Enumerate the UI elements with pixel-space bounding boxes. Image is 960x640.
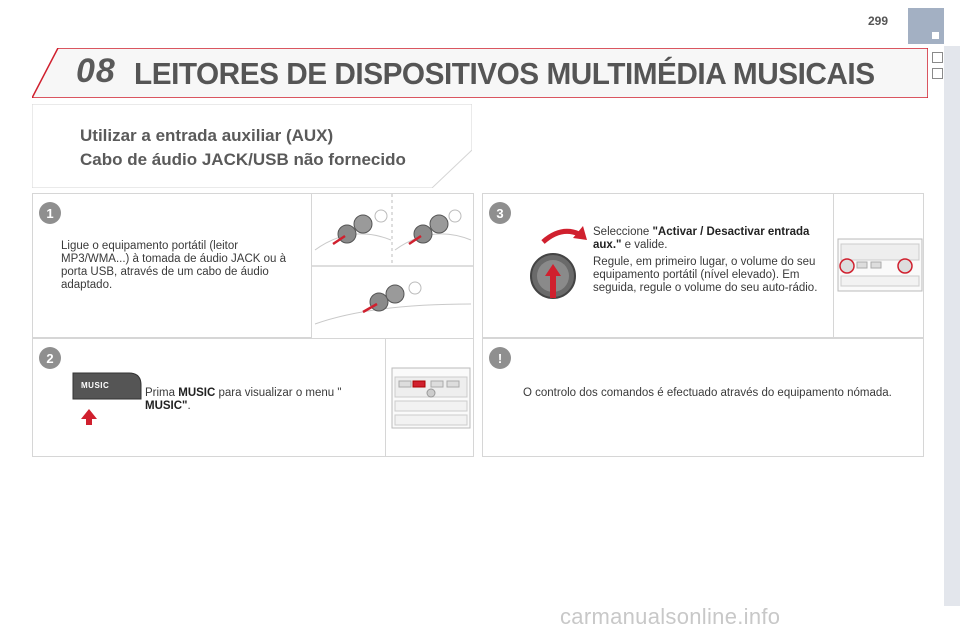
- step-1-divider: [311, 194, 312, 338]
- radio-panel-music-illustration: [391, 367, 471, 429]
- step-1-badge: 1: [39, 202, 61, 224]
- section-title-line2: Cabo de áudio JACK/USB não fornecido: [80, 150, 406, 169]
- music-button-label: MUSIC: [81, 381, 110, 390]
- watermark: carmanualsonline.info: [560, 604, 781, 629]
- step-3-panel: [482, 193, 924, 338]
- radio-panel-knob-illustration: [837, 238, 923, 292]
- corner-tab: [908, 8, 944, 44]
- chapter-number: 08: [76, 52, 116, 90]
- step-3-badge: 3: [489, 202, 511, 224]
- margin-checkbox-1[interactable]: [932, 52, 943, 63]
- step-2-panel: [32, 338, 474, 457]
- step-2-text: Prima MUSIC para visualizar o menu " MUSIC".: [145, 387, 342, 412]
- jack-usb-connection-illustration: [311, 194, 473, 338]
- margin-checkbox-2[interactable]: [932, 68, 943, 79]
- chapter-title: LEITORES DE DISPOSITIVOS MULTIMÉDIA MUSICAIS: [134, 56, 875, 91]
- section-title-line1: Utilizar a entrada auxiliar (AUX): [80, 126, 334, 145]
- section-header: [32, 104, 472, 188]
- music-button-illustration: [71, 369, 143, 425]
- step-1-text: Ligue o equipamento portátil (leitor MP3/WMA...) à tomada de áudio JACK ou à porta USB, através de um cabo de áudio adaptado.: [61, 240, 286, 291]
- warning-badge: !: [489, 347, 511, 369]
- step-2-divider: [385, 339, 386, 457]
- page-number: 299: [868, 14, 889, 28]
- step-3-text-1: Seleccione "Activar / Desactivar entrada aux." e valide.: [593, 226, 810, 251]
- step-3-text-2: Regule, em primeiro lugar, o volume do seu equipamento portátil (nível elevado). Em seguida, regule o volume do seu auto-rádio.: [593, 256, 818, 294]
- step-2-badge: 2: [39, 347, 61, 369]
- warning-panel: [482, 338, 924, 457]
- warning-text: O controlo dos comandos é efectuado através do equipamento nómada.: [523, 387, 892, 399]
- step-3-divider: [833, 194, 834, 338]
- corner-tab-dot: [932, 32, 939, 39]
- step-1-panel: [32, 193, 474, 338]
- right-margin-strip: [944, 46, 960, 606]
- rotary-knob-illustration: [521, 224, 593, 304]
